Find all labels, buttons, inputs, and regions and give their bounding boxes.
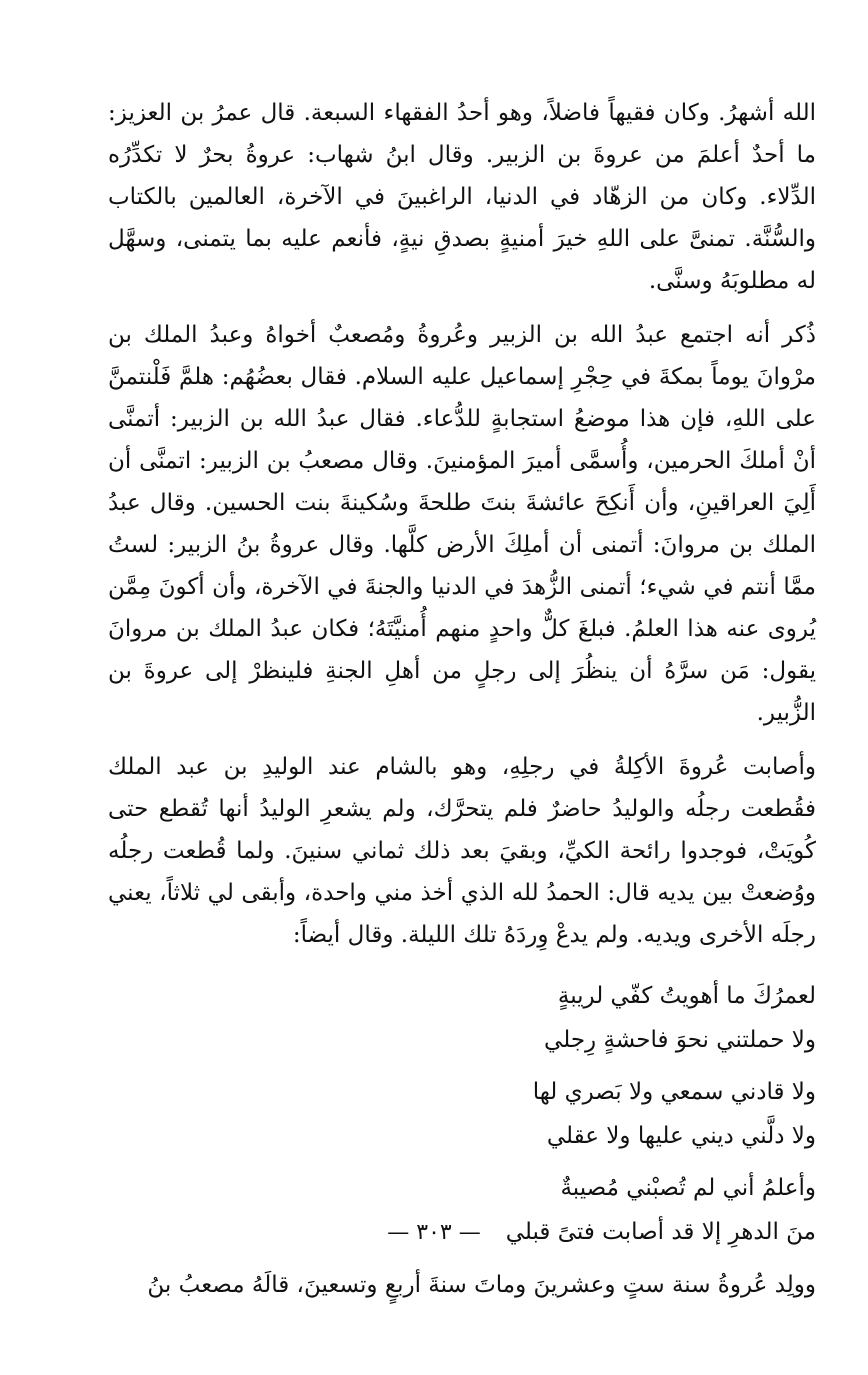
paragraph-3: وأصابت عُروةَ الأكِلةُ في رجلِهِ، وهو بالشام عند الوليدِ بن عبد الملك فقُطعت رجلُه والوليدُ حاضرٌ فلم يتحرَّك، ولم يشعرِ الوليدُ أنها تُقطع حتى كُويَتْ، فوجدوا رائحة الكيِّ، وبقيَ بعد ذلك ثماني سنينَ. ولما قُطعت رجلُه ووُضعتْ بين يديه قال: الحمدُ لله الذي أخذ مني واحدة، وأبقى لي ثلاثاً، يعني رجلَه الأخرى ويديه. ولم يدعْ وِردَهُ تلك الليلة. وقال أيضاً:: [108, 754, 816, 948]
poem-verse-1-second-hemistich: ولا حملتني نحوَ فاحشةٍ رِجلي: [544, 1027, 816, 1053]
poem-verse-2-first-hemistich: ولا قادني سمعي ولا بَصري لها: [532, 1079, 816, 1105]
book-page-body: [108, 92, 816, 1306]
poem-verse-3-second-hemistich: منَ الدهرِ إلا قد أصابت فتىً قبلي: [505, 1219, 816, 1245]
poem-verse-2: [108, 1072, 816, 1162]
poem-verse-3-first-hemistich: وأعلمُ أني لم تُصبْني مُصيبةٌ: [560, 1175, 816, 1201]
poem-verse-1: [108, 976, 816, 1066]
paragraph-2: ذُكر أنه اجتمع عبدُ الله بن الزبير وعُروةُ ومُصعبٌ أخواهُ وعبدُ الملك بن مرْوانَ يوماً بمكةَ في حِجْرِ إسماعيل عليه السلام. فقال بعضُهُم: هلمَّ فَلْنتمنَّ على اللهِ، فإن هذا موضعُ استجابةٍ للدُّعاء. فقال عبدُ الله بن الزبير: أتمنَّى أنْ أملكَ الحرمين، وأُسمَّى أميرَ المؤمنينَ. وقال مصعبُ بن الزبير: اتمنَّى أن أَلِيَ العراقينِ، وأن أَنكِحَ عائشةَ بنتَ طلحةَ وسُكينةَ بنت الحسين. وقال عبدُ الملك بن مروانَ: أتمنى أن أملِكَ الأرض كلَّها. وقال عروةُ بنُ الزبير: لستُ ممَّا أنتم في شيء؛ أتمنى الزُّهدَ في الدنيا والجنةَ في الآخرة، وأن أكونَ مِمَّن يُروى عنه هذا العلمُ. فبلغَ كلٌّ واحدٍ منهم أُمنيَّتَهُ؛ فكان عبدُ الملك بن مروانَ يقول: مَن سرَّهُ أن ينظُرَ إلى رجلٍ من أهلِ الجنةِ فلينظرْ إلى عروةَ بن الزُّبير.: [108, 322, 816, 726]
page-number: — ٣٠٣ —: [387, 1220, 481, 1245]
closing-line: وولِد عُروةُ سنة ستٍ وعشرينَ وماتَ سنةَ أربعٍ وتسعينَ، قالَهُ مصعبُ بنُ: [147, 1272, 816, 1298]
poem-block: [108, 976, 816, 1258]
poem-verse-1-first-hemistich: لعمرُكَ ما أهويتُ كفّي لريبةٍ: [557, 983, 816, 1009]
poem-verse-2-second-hemistich: ولا دلَّني ديني عليها ولا عقلي: [546, 1123, 816, 1149]
paragraph-1: الله أشهرُ. وكان فقيهاً فاضلاً، وهو أحدُ الفقهاء السبعة. قال عمرُ بن العزيز: ما أحدٌ أعلمَ من عروةَ بن الزبير. وقال ابنُ شهاب: عروةُ بحرٌ لا تكدِّرُه الدِّلاء. وكان من الزهّاد في الدنيا، الراغبينَ في الآخرة، العالمين بالكتاب والسُّنَّة. تمنىَّ على اللهِ خيرَ أمنيةٍ بصدقِ نيةٍ، فأنعم عليه بما يتمنى، وسهَّل له مطلوبَهُ وسنَّى.: [108, 100, 816, 294]
